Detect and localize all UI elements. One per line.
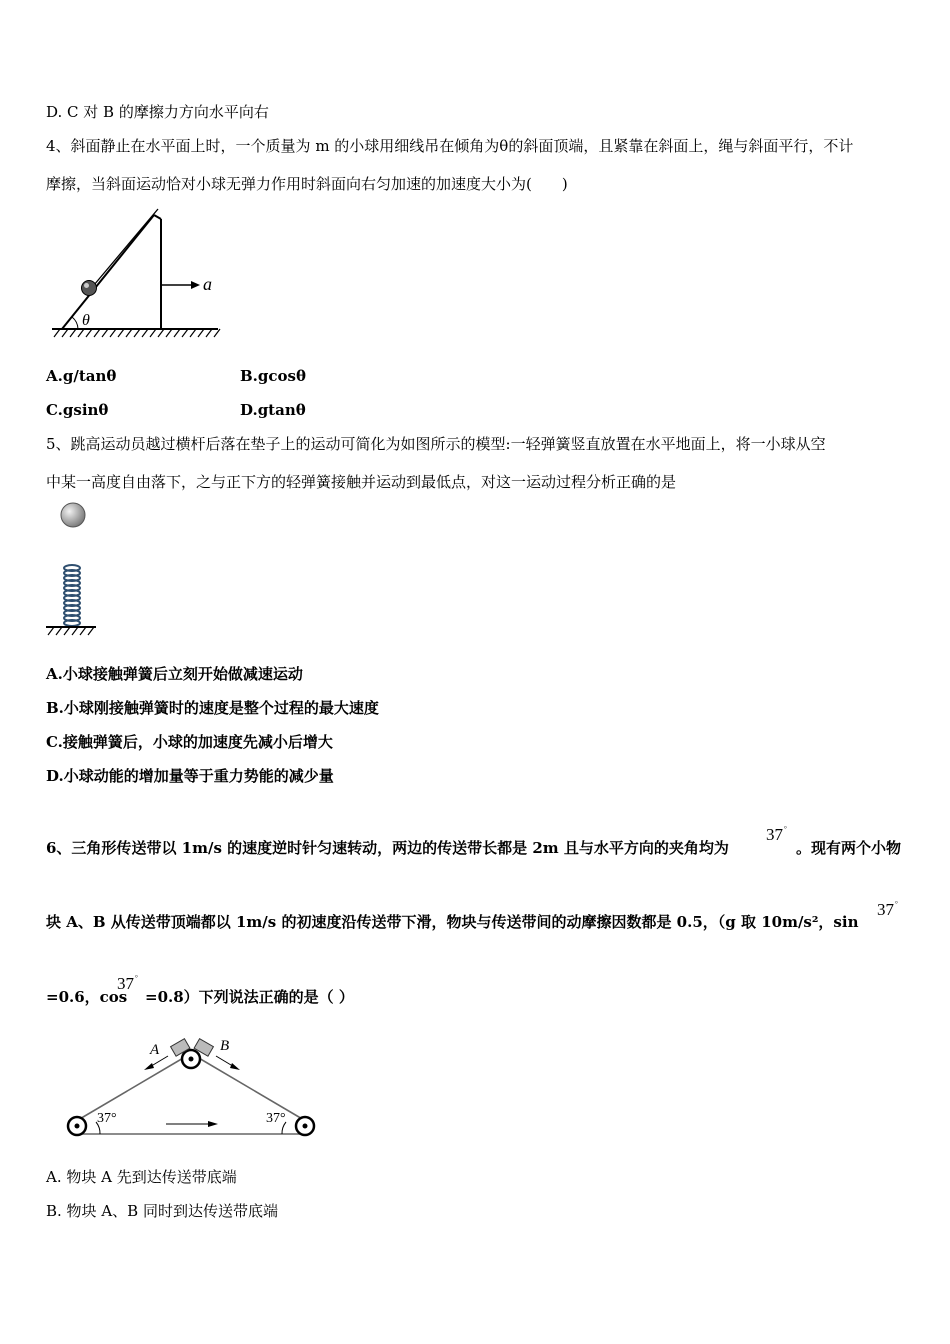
q4-ball (82, 281, 97, 296)
q4-option-c: C.gsinθ (46, 401, 109, 419)
q6-line1-tail: 。现有两个小物 (796, 839, 902, 857)
q5-ball (61, 503, 85, 527)
q4-option-a: A.g/tanθ (46, 367, 117, 385)
q6-option-a: A. 物块 A 先到达传送带底端 (46, 1168, 237, 1186)
q6-angle-37-a: 37° (766, 825, 787, 844)
q4-accel-label: a (203, 274, 212, 294)
q5-option-c: C.接触弹簧后，小球的加速度先减小后增大 (46, 733, 333, 751)
q6-angle-left: 37° (97, 1111, 117, 1126)
q6-line1: 6、三角形传送带以 1m/s 的速度逆时针匀速转动，两边的传送带长都是 2m 且与水平方向的夹角均为 (46, 839, 729, 857)
q5-stem-line1: 5、跳高运动员越过横杆后落在垫子上的运动可简化为如图所示的模型:一轻弹簧竖直放置在水平地面上，将一小球从空 (46, 435, 826, 453)
q6-line2: 块 A、B 从传送带顶端都以 1m/s 的初速度沿传送带下滑，物块与传送带间的动摩擦因数都是 0.5，（g 取 10m/s²，sin (46, 913, 859, 931)
q5-option-b: B.小球刚接触弹簧时的速度是整个过程的最大速度 (46, 699, 379, 717)
q6-pulley-top (182, 1050, 200, 1068)
q6-line3-b: =0.8）下列说法正确的是（ ） (145, 988, 354, 1006)
q4-option-b: B.gcosθ (240, 367, 306, 385)
q4-angle-label: θ (82, 312, 90, 329)
q6-pulley-left (68, 1117, 86, 1135)
q5-spring (64, 565, 80, 626)
q6-angle-37-c: 37° (117, 974, 138, 993)
q5-option-d: D.小球动能的增加量等于重力势能的减少量 (46, 767, 334, 785)
q4-stem-line2: 摩擦，当斜面运动恰对小球无弹力作用时斜面向右匀加速的加速度大小为( ) (46, 175, 568, 193)
q6-angle-37-b: 37° (877, 900, 898, 919)
q5-option-a: A.小球接触弹簧后立刻开始做减速运动 (46, 665, 303, 683)
q6-label-a: A (150, 1042, 160, 1058)
q3-option-d: D. C 对 B 的摩擦力方向水平向右 (46, 103, 269, 121)
q5-stem-line2: 中某一高度自由落下，之与正下方的轻弹簧接触并运动到最低点，对这一运动过程分析正确的是 (46, 473, 677, 491)
q4-stem-line1: 4、斜面静止在水平面上时，一个质量为 m 的小球用细线吊在倾角为θ的斜面顶端，且紧靠在斜面上，绳与斜面平行，不计 (46, 137, 854, 155)
q6-label-b: B (220, 1038, 230, 1054)
q6-pulley-right (296, 1117, 314, 1135)
q6-option-b: B. 物块 A、B 同时到达传送带底端 (46, 1202, 278, 1220)
q6-line3-a: =0.6，cos (46, 988, 128, 1006)
q6-conveyor-figure (60, 1030, 325, 1145)
q6-angle-right: 37° (266, 1111, 286, 1126)
q4-option-d: D.gtanθ (240, 401, 306, 419)
q5-spring-figure (44, 500, 104, 640)
q4-incline-figure (46, 205, 226, 340)
